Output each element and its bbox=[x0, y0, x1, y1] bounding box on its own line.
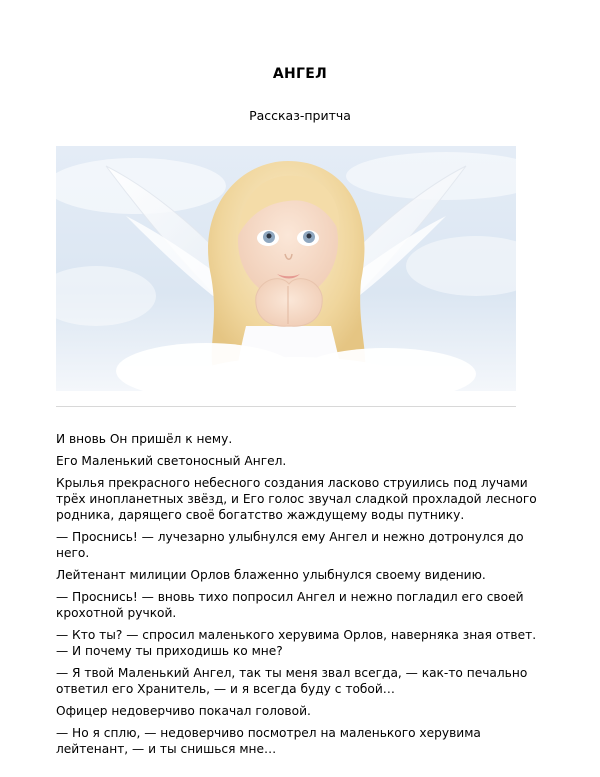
story-text bbox=[56, 431, 546, 763]
story-paragraph: И вновь Он пришёл к нему. bbox=[56, 432, 233, 446]
story-paragraph: — Проснись! — вновь тихо попросил Ангел и нежно погладил его своей крохотной ручкой. bbox=[56, 590, 524, 620]
illustration-svg bbox=[56, 146, 516, 391]
section-divider bbox=[56, 406, 516, 407]
story-paragraph: — Кто ты? — спросил маленького херувима Орлов, наверняка зная ответ. — И почему ты приходишь ко мне? bbox=[56, 628, 537, 658]
story-paragraph: Крылья прекрасного небесного создания ласково струились под лучами трёх инопланетных звёзд, и Его голос звучал сладкой прохладой лесного родника, дарящего своё богатство жаждущему воды путнику. bbox=[56, 476, 537, 522]
document-subtitle: Рассказ-притча bbox=[249, 108, 351, 123]
document-title: АНГЕЛ bbox=[272, 66, 328, 82]
story-paragraph: — Но я сплю, — недоверчиво посмотрел на маленького херувима лейтенант, — и ты снишься мне… bbox=[56, 726, 481, 756]
angel-child-illustration-icon bbox=[56, 146, 516, 391]
story-paragraph: Офицер недоверчиво покачал головой. bbox=[56, 704, 311, 718]
story-paragraph: Лейтенант милиции Орлов блаженно улыбнулся своему видению. bbox=[56, 568, 486, 582]
story-paragraph: — Проснись! — лучезарно улыбнулся ему Ангел и нежно дотронулся до него. bbox=[56, 530, 524, 560]
story-paragraph: Его Маленький светоносный Ангел. bbox=[56, 454, 287, 468]
story-paragraph: — Я твой Маленький Ангел, так ты меня звал всегда, — как-то печально ответил его Хранитель, — и я всегда буду с тобой… bbox=[56, 666, 528, 696]
